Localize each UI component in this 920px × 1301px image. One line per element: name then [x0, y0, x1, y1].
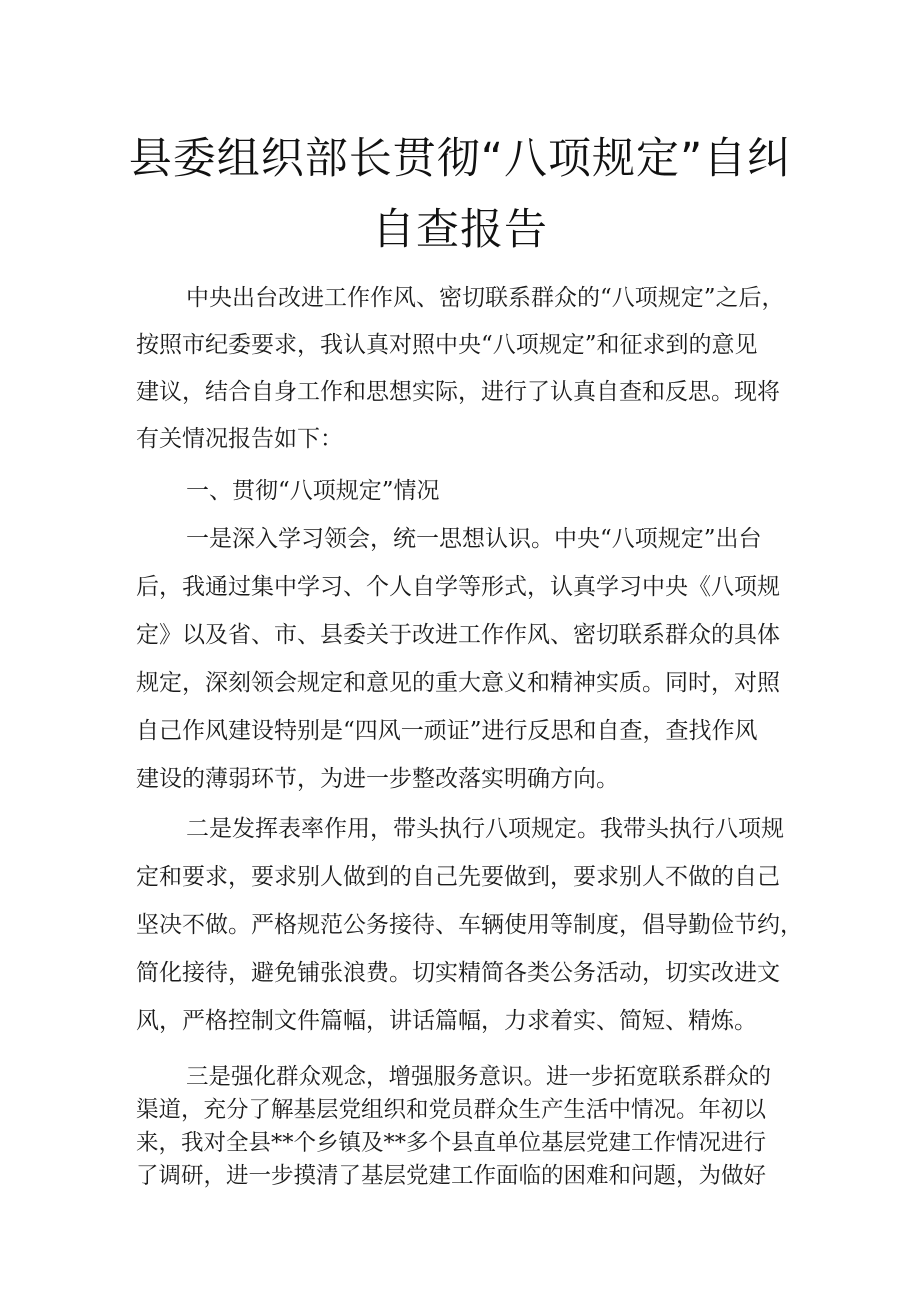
paragraph-line: 按照市纪委要求，我认真对照中央“八项规定”和征求到的意见 — [136, 332, 758, 358]
paragraph-line: 定》以及省、市、县委关于改进工作作风、密切联系群众的具体 — [136, 622, 780, 648]
paragraph-line: 自己作风建设特别是“四风一顽证”进行反思和自查，查找作风 — [136, 718, 758, 744]
document-title-line-1: 县委组织部长贯彻“八项规定”自纠 — [128, 134, 792, 184]
paragraph-line: 建设的薄弱环节，为进一步整改落实明确方向。 — [136, 766, 619, 792]
paragraph-line: 三是强化群众观念，增强服务意识。进一步拓宽联系群众的 — [186, 1064, 772, 1090]
paragraph-line: 一是深入学习领会，统一思想认识。中央“八项规定”出台 — [186, 526, 762, 552]
paragraph-line: 风，严格控制文件篇幅，讲话篇幅，力求着实、简短、精炼。 — [136, 1008, 757, 1034]
paragraph-line: 建议，结合自身工作和思想实际，进行了认真自查和反思。现将 — [136, 379, 780, 405]
paragraph-line: 规定，深刻领会规定和意见的重大意义和精神实质。同时，对照 — [136, 670, 780, 696]
paragraph-line: 定和要求，要求别人做到的自己先要做到，要求别人不做的自己 — [136, 864, 780, 890]
paragraph-line: 后，我通过集中学习、个人自学等形式，认真学习中央《八项规 — [136, 574, 780, 600]
section-heading: 一、贯彻“八项规定”情况 — [186, 478, 440, 504]
paragraph-line: 来，我对全县**个乡镇及**多个县直单位基层党建工作情况进行 — [136, 1130, 767, 1156]
paragraph-line: 有关情况报告如下： — [136, 426, 343, 452]
paragraph-line: 简化接待，避免铺张浪费。切实精简各类公务活动，切实改进文 — [136, 960, 780, 986]
paragraph-line: 中央出台改进工作作风、密切联系群众的“八项规定”之后， — [186, 285, 785, 311]
paragraph-line: 二是发挥表率作用，带头执行八项规定。我带头执行八项规 — [186, 816, 784, 842]
paragraph-line: 坚决不做。严格规范公务接待、车辆使用等制度，倡导勤俭节约， — [136, 912, 803, 938]
document-title-line-2: 自查报告 — [372, 205, 548, 255]
paragraph-line: 了调研，进一步摸清了基层党建工作面临的困难和问题，为做好 — [136, 1163, 767, 1189]
paragraph-line: 渠道，充分了解基层党组织和党员群众生产生活中情况。年初以 — [136, 1097, 767, 1123]
